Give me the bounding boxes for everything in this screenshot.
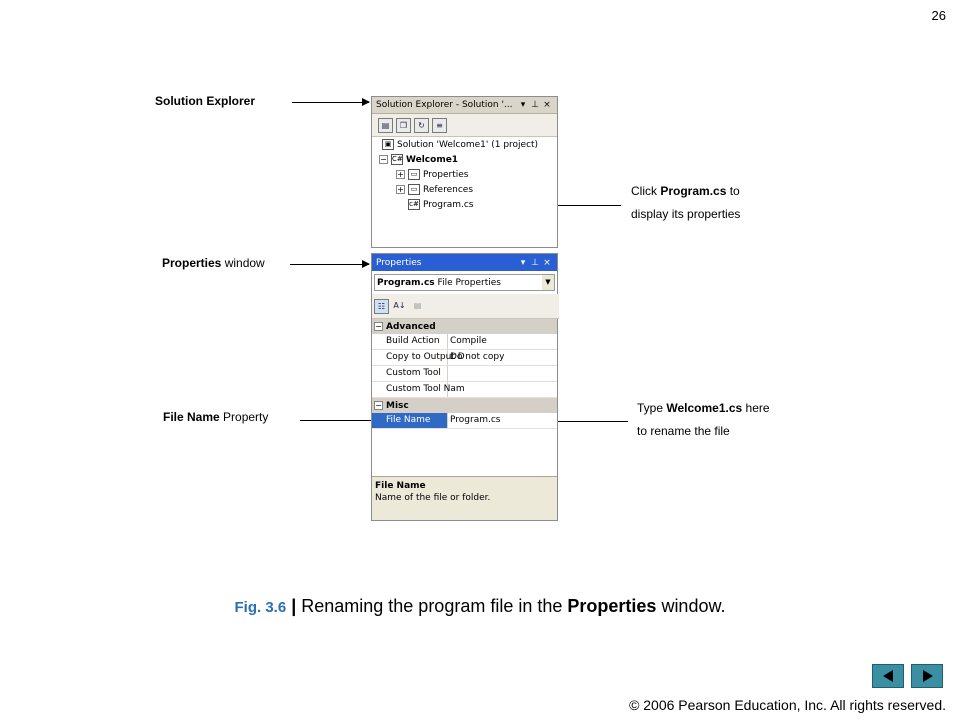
properties-tool-icon[interactable]: ▤ bbox=[378, 118, 393, 133]
solution-explorer-title: Solution Explorer - Solution '... bbox=[376, 100, 513, 110]
file-name-value[interactable]: Program.cs bbox=[450, 415, 501, 425]
expand-icon[interactable]: + bbox=[397, 170, 404, 179]
properties-toolbar bbox=[372, 294, 559, 319]
category-misc[interactable]: − Misc bbox=[372, 398, 557, 413]
previous-slide-button[interactable] bbox=[872, 664, 904, 688]
tree-solution[interactable]: ▣ Solution 'Welcome1' (1 project) bbox=[382, 139, 538, 150]
property-row-copy-to-output[interactable]: Copy to Output D Do not copy bbox=[372, 350, 557, 366]
callout-type-welcome: Type Welcome1.cs here to rename the file bbox=[637, 401, 770, 438]
property-pages-icon[interactable]: ▤ bbox=[413, 300, 422, 310]
dropdown-icon[interactable]: ▾ bbox=[520, 257, 526, 268]
collapse-icon[interactable]: − bbox=[375, 401, 382, 410]
expand-icon[interactable]: + bbox=[397, 185, 404, 194]
close-icon[interactable]: × bbox=[543, 257, 551, 268]
property-description bbox=[372, 476, 557, 520]
property-row-custom-tool[interactable]: Custom Tool bbox=[372, 366, 557, 382]
chevron-down-icon[interactable]: ▼ bbox=[542, 275, 554, 290]
callout-solution-explorer: Solution Explorer bbox=[155, 94, 256, 108]
properties-title: Properties bbox=[376, 257, 422, 268]
properties-folder-icon: ▭ bbox=[408, 169, 420, 180]
callout-properties-window: Properties window bbox=[162, 256, 265, 270]
object-selector[interactable]: Program.cs File Properties ▼ bbox=[374, 274, 555, 291]
copyright-footer: © 2006 Pearson Education, Inc. All rights reserved. bbox=[629, 697, 946, 713]
category-advanced[interactable]: − Advanced bbox=[372, 319, 557, 334]
properties-window bbox=[371, 253, 558, 521]
arrow-solution-explorer bbox=[292, 102, 369, 103]
csharp-file-icon: c# bbox=[409, 200, 419, 208]
next-slide-button[interactable] bbox=[911, 664, 943, 688]
tree-references[interactable]: + ▭ References bbox=[397, 184, 474, 195]
tree-project[interactable]: − C# Welcome1 bbox=[380, 154, 459, 165]
figure-caption: Fig. 3.6 | Renaming the program file in the Properties window. bbox=[234, 596, 726, 616]
arrow-properties-window bbox=[290, 264, 369, 265]
solution-explorer-titlebar bbox=[372, 97, 557, 114]
tree-program-cs[interactable]: c# Program.cs bbox=[409, 199, 474, 210]
references-folder-icon: ▭ bbox=[408, 184, 420, 195]
refresh-icon[interactable]: ↻ bbox=[414, 118, 429, 133]
property-row-file-name[interactable]: File Name Program.cs bbox=[372, 413, 557, 429]
solution-icon: ▣ bbox=[382, 139, 394, 150]
property-grid bbox=[372, 319, 557, 429]
project-icon: C# bbox=[392, 155, 403, 163]
solution-explorer-panel bbox=[371, 96, 558, 248]
collapse-icon[interactable]: − bbox=[375, 322, 382, 331]
pin-icon[interactable]: ⊥ bbox=[531, 100, 539, 110]
tree-properties[interactable]: + ▭ Properties bbox=[397, 169, 469, 180]
dropdown-icon[interactable]: ▾ bbox=[520, 100, 526, 110]
description-text: Name of the file or folder. bbox=[375, 493, 491, 503]
figure-label: Fig. 3.6 bbox=[234, 599, 287, 616]
categorized-icon[interactable]: ☷ bbox=[374, 299, 389, 314]
callout-file-name-property: File Name Property bbox=[163, 410, 269, 424]
properties-titlebar bbox=[372, 254, 557, 271]
alphabetical-icon[interactable]: A↓ bbox=[393, 300, 406, 310]
show-all-files-icon[interactable]: ❐ bbox=[396, 118, 411, 133]
description-title: File Name bbox=[375, 481, 426, 491]
solution-explorer-toolbar bbox=[372, 114, 557, 137]
property-row-build-action[interactable]: Build Action Compile bbox=[372, 334, 557, 350]
view-code-icon[interactable]: ≡ bbox=[432, 118, 447, 133]
pin-icon[interactable]: ⊥ bbox=[531, 257, 539, 268]
close-icon[interactable]: × bbox=[543, 100, 551, 110]
property-row-custom-tool-namespace[interactable]: Custom Tool Nam bbox=[372, 382, 557, 398]
slide-number: 26 bbox=[931, 8, 946, 23]
collapse-icon[interactable]: − bbox=[380, 155, 387, 164]
callout-click-program: Click Program.cs to display its properties bbox=[631, 184, 741, 221]
